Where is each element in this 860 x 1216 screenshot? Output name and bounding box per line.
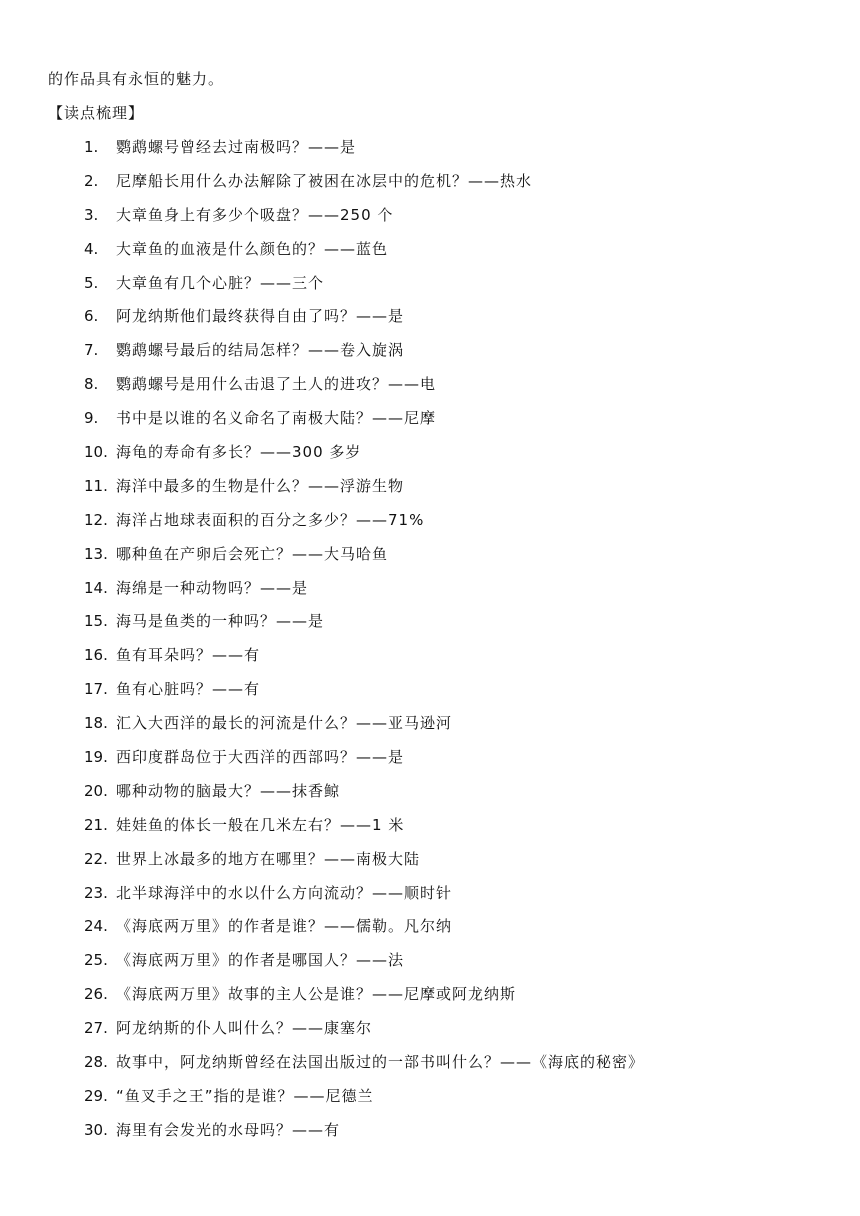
list-item-number: 21. (84, 815, 108, 834)
list-item-text: 鱼有心脏吗？——有 (116, 680, 261, 699)
list-item-number: 12. (84, 510, 108, 529)
list-item-text: 哪种动物的脑最大？——抹香鲸 (116, 781, 341, 800)
list-item (84, 441, 844, 475)
list-item-number: 14. (84, 578, 108, 597)
qa-list (84, 136, 844, 1153)
list-item-text: 鹦鹉螺号曾经去过南极吗？——是 (116, 138, 357, 156)
list-item (84, 882, 844, 916)
list-item-number: 17. (84, 680, 108, 699)
list-item-number: 15. (84, 612, 108, 631)
list-item (84, 407, 844, 441)
list-item (84, 204, 844, 238)
list-item (84, 644, 844, 678)
list-item (84, 1085, 844, 1119)
list-item (84, 814, 844, 848)
list-item-number: 27. (84, 1019, 108, 1038)
list-item-text: 海龟的寿命有多长？——300 多岁 (116, 443, 362, 462)
list-item-number: 7. (84, 341, 99, 360)
list-item-text: 大章鱼有几个心脏？——三个 (116, 273, 325, 292)
list-item-number: 24. (84, 917, 108, 936)
list-item-number: 16. (84, 646, 108, 665)
list-item-number: 18. (84, 714, 108, 733)
list-item-text: 世界上冰最多的地方在哪里？——南极大陆 (116, 849, 421, 868)
list-item (84, 949, 844, 983)
list-item-number: 29. (84, 1086, 108, 1105)
list-item-text: 故事中，阿龙纳斯曾经在法国出版过的一部书叫什么？——《海底的秘密》 (116, 1053, 645, 1072)
list-item-text: 汇入大西洋的最长的河流是什么？——亚马逊河 (116, 714, 453, 733)
list-item-number: 2. (84, 171, 99, 190)
list-item-text: 鹦鹉螺号最后的结局怎样？——卷入旋涡 (116, 341, 405, 360)
list-item-number: 28. (84, 1053, 108, 1072)
list-item-text: 海洋占地球表面积的百分之多少？——71% (116, 510, 425, 529)
list-item-text: 书中是以谁的名义命名了南极大陆？——尼摩 (116, 409, 437, 428)
section-heading: 【读点梳理】 (48, 104, 145, 122)
list-item-number: 13. (84, 544, 108, 563)
list-item (84, 577, 844, 611)
list-item-number: 10. (84, 443, 108, 462)
list-item-text: “鱼叉手之王”指的是谁？——尼德兰 (116, 1086, 374, 1105)
list-item-number: 19. (84, 748, 108, 767)
list-item-number: 26. (84, 985, 108, 1004)
list-item-number: 6. (84, 307, 99, 326)
list-item (84, 543, 844, 577)
list-item (84, 475, 844, 509)
list-item-text: 《海底两万里》的作者是谁？——儒勒。凡尔纳 (116, 917, 453, 936)
list-item-number: 11. (84, 476, 108, 495)
list-item-text: 海马是鱼类的一种吗？——是 (116, 612, 325, 631)
list-item-text: 大章鱼身上有多少个吸盘？——250 个 (116, 205, 394, 224)
list-item-number: 20. (84, 781, 108, 800)
list-item-number: 25. (84, 951, 108, 970)
list-item-text: 海绵是一种动物吗？——是 (116, 578, 309, 597)
list-item-text: 西印度群岛位于大西洋的西部吗？——是 (116, 748, 405, 767)
list-item-number: 3. (84, 205, 99, 224)
list-item-text: 阿龙纳斯的仆人叫什么？——康塞尔 (116, 1019, 373, 1038)
intro-line: 的作品具有永恒的魅力。 (48, 70, 225, 88)
list-item-text: 尼摩船长用什么办法解除了被困在冰层中的危机？——热水 (116, 171, 533, 190)
list-item-number: 22. (84, 849, 108, 868)
list-item (84, 848, 844, 882)
list-item (84, 509, 844, 543)
list-item (84, 238, 844, 272)
list-item (84, 1017, 844, 1051)
list-item (84, 339, 844, 373)
list-item-number: 30. (84, 1120, 108, 1139)
list-item (84, 712, 844, 746)
list-item-text: 《海底两万里》故事的主人公是谁？——尼摩或阿龙纳斯 (116, 985, 517, 1004)
list-item-text: 哪种鱼在产卵后会死亡？——大马哈鱼 (116, 544, 389, 563)
list-item-text: 大章鱼的血液是什么颜色的？——蓝色 (116, 239, 389, 258)
list-item (84, 373, 844, 407)
list-item-text: 《海底两万里》的作者是哪国人？——法 (116, 951, 405, 970)
list-item (84, 170, 844, 204)
list-item (84, 678, 844, 712)
list-item (84, 272, 844, 306)
list-item-text: 鹦鹉螺号是用什么击退了土人的进攻？——电 (116, 375, 437, 394)
list-item (84, 915, 844, 949)
list-item-text: 鱼有耳朵吗？——有 (116, 646, 261, 665)
list-item-number: 23. (84, 883, 108, 902)
list-item-number: 9. (84, 409, 99, 428)
list-item-number: 4. (84, 239, 99, 258)
list-item (84, 610, 844, 644)
list-item (84, 1051, 844, 1085)
list-item (84, 1119, 844, 1153)
list-item (84, 136, 844, 170)
list-item-text: 北半球海洋中的水以什么方向流动？——顺时针 (116, 883, 453, 902)
list-item (84, 305, 844, 339)
list-item-number: 8. (84, 375, 99, 394)
list-item-text: 娃娃鱼的体长一般在几米左右？——1 米 (116, 815, 405, 834)
list-item-text: 海洋中最多的生物是什么？——浮游生物 (116, 476, 405, 495)
list-item-text: 阿龙纳斯他们最终获得自由了吗？——是 (116, 307, 405, 326)
list-item (84, 746, 844, 780)
list-item (84, 780, 844, 814)
list-item-number: 1. (84, 138, 99, 156)
list-item-number: 5. (84, 273, 99, 292)
list-item-text: 海里有会发光的水母吗？——有 (116, 1120, 341, 1139)
list-item (84, 983, 844, 1017)
